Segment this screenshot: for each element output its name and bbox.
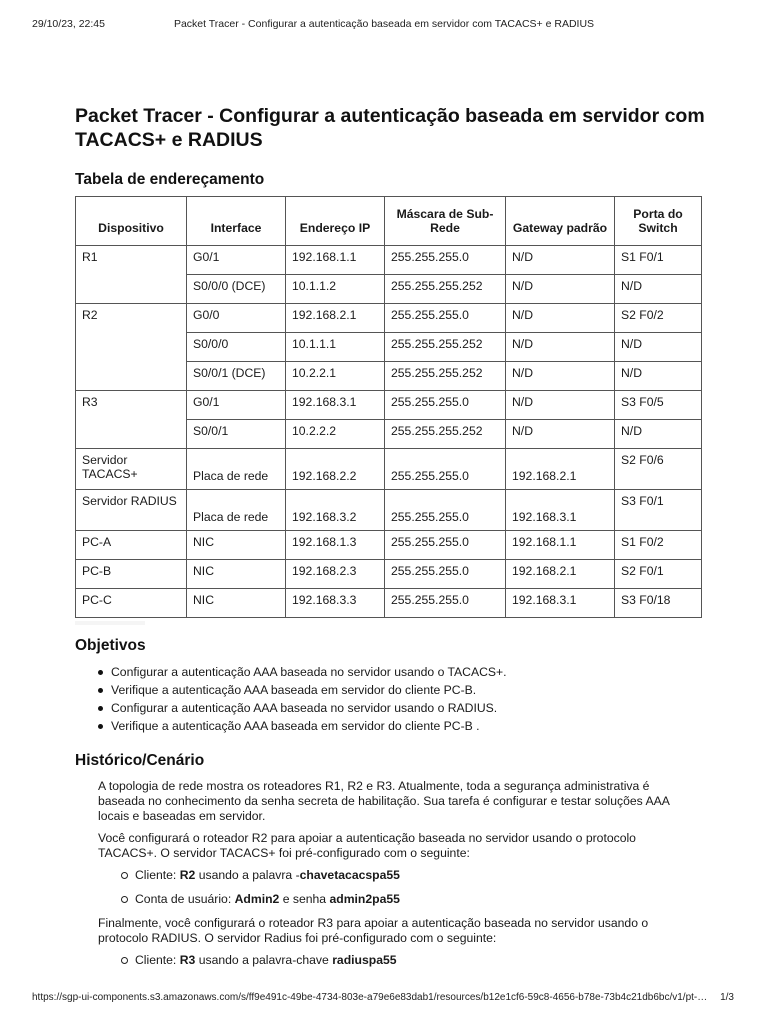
- device-cell: PC-B: [76, 560, 187, 589]
- table-row: [76, 490, 702, 531]
- table-cell: Placa de rede: [187, 490, 286, 531]
- tacacs-config-list: [75, 868, 705, 907]
- table-cell: N/D: [615, 362, 702, 391]
- table-cell: S2 F0/6: [615, 449, 702, 490]
- table-cell: N/D: [506, 362, 615, 391]
- table-cell: S0/0/0 (DCE): [187, 275, 286, 304]
- table-cell: 192.168.3.1: [286, 391, 385, 420]
- table-cell: 10.1.1.2: [286, 275, 385, 304]
- device-cell: R3: [76, 391, 187, 449]
- list-item: Cliente: R2 usando a palavra -chavetacacspa55: [120, 868, 705, 883]
- table-cell: Placa de rede: [187, 449, 286, 490]
- device-cell: Servidor TACACS+: [76, 449, 187, 490]
- background-paragraph-2: Você configurará o roteador R2 para apoiar a autenticação baseada no servidor usando o protocolo TACACS+. O servidor TACACS+ foi pré-configurado com o seguinte:: [98, 831, 636, 860]
- table-cell: NIC: [187, 531, 286, 560]
- table-cell: 255.255.255.252: [385, 362, 506, 391]
- radius-config-list: [75, 953, 705, 968]
- device-cell: R1: [76, 246, 187, 304]
- header-gateway: Gateway padrão: [506, 197, 615, 246]
- print-url: https://sgp-ui-components.s3.amazonaws.com/s/ff9e491c-49be-4734-803e-a79e6e83dab1/resources/b12e1cf6-59c8-4656-b78e-73b4c21db6bc/v1/pt-…: [32, 992, 708, 1003]
- table-cell: 255.255.255.252: [385, 333, 506, 362]
- print-footer: [32, 992, 736, 1006]
- table-row: [76, 531, 702, 560]
- table-cell: N/D: [506, 391, 615, 420]
- table-cell: 192.168.2.1: [506, 449, 615, 490]
- table-cell: 192.168.3.3: [286, 589, 385, 618]
- table-row: [76, 449, 702, 490]
- document-content: [75, 104, 705, 977]
- table-cell: N/D: [506, 246, 615, 275]
- list-item: Configurar a autenticação AAA baseada no servidor usando o RADIUS.: [98, 699, 705, 717]
- table-cell: S3 F0/5: [615, 391, 702, 420]
- table-cell: 192.168.1.1: [286, 246, 385, 275]
- table-cell: 255.255.255.0: [385, 589, 506, 618]
- list-item: Cliente: R3 usando a palavra-chave radiuspa55: [120, 953, 705, 968]
- header-mascara: Máscara de Sub-Rede: [385, 197, 506, 246]
- header-interface: Interface: [187, 197, 286, 246]
- table-cell: NIC: [187, 560, 286, 589]
- table-cell: S2 F0/1: [615, 560, 702, 589]
- table-row: [76, 304, 702, 333]
- page-number: 1/3: [720, 992, 734, 1003]
- device-cell: PC-C: [76, 589, 187, 618]
- table-cell: S1 F0/2: [615, 531, 702, 560]
- table-cell: 192.168.3.2: [286, 490, 385, 531]
- header-endereco-ip: Endereço IP: [286, 197, 385, 246]
- list-item: Verifique a autenticação AAA baseada em servidor do cliente PC-B .: [98, 717, 705, 735]
- table-cell: S3 F0/18: [615, 589, 702, 618]
- table-cell: 192.168.3.1: [506, 490, 615, 531]
- table-cell: 255.255.255.0: [385, 304, 506, 333]
- table-cell: N/D: [506, 333, 615, 362]
- device-cell: Servidor RADIUS: [76, 490, 187, 531]
- table-faint-note: [75, 621, 145, 625]
- table-cell: G0/0: [187, 304, 286, 333]
- table-cell: 192.168.2.1: [286, 304, 385, 333]
- table-cell: 192.168.1.1: [506, 531, 615, 560]
- print-header: [32, 18, 736, 32]
- device-cell: PC-A: [76, 531, 187, 560]
- table-cell: S0/0/0: [187, 333, 286, 362]
- table-cell: S3 F0/1: [615, 490, 702, 531]
- table-cell: G0/1: [187, 391, 286, 420]
- table-cell: N/D: [506, 275, 615, 304]
- document-title: Packet Tracer - Configurar a autenticação baseada em servidor com TACACS+ e RADIUS: [75, 105, 705, 151]
- print-date: 29/10/23, 22:45: [32, 18, 105, 30]
- header-dispositivo: Dispositivo: [76, 197, 187, 246]
- table-cell: N/D: [506, 304, 615, 333]
- table-cell: 192.168.2.2: [286, 449, 385, 490]
- table-cell: 10.2.2.1: [286, 362, 385, 391]
- table-cell: S0/0/1: [187, 420, 286, 449]
- table-cell: 192.168.3.1: [506, 589, 615, 618]
- table-cell: NIC: [187, 589, 286, 618]
- table-cell: 192.168.2.3: [286, 560, 385, 589]
- background-heading: Histórico/Cenário: [75, 752, 205, 769]
- list-item: Conta de usuário: Admin2 e senha admin2pa55: [120, 892, 705, 907]
- addressing-table-heading: Tabela de endereçamento: [75, 171, 265, 188]
- list-item: Configurar a autenticação AAA baseada no servidor usando o TACACS+.: [98, 663, 705, 681]
- table-cell: 255.255.255.252: [385, 420, 506, 449]
- table-cell: N/D: [506, 420, 615, 449]
- table-row: [76, 560, 702, 589]
- header-porta-switch: Porta do Switch: [615, 197, 702, 246]
- table-cell: 255.255.255.0: [385, 246, 506, 275]
- device-cell: R2: [76, 304, 187, 391]
- table-cell: 192.168.1.3: [286, 531, 385, 560]
- table-row: [76, 391, 702, 420]
- background-paragraph-3: Finalmente, você configurará o roteador R3 para apoiar a autenticação baseada no servidor usando o protocolo RADIUS. O servidor Radius foi pré-configurado com o seguinte:: [98, 916, 649, 945]
- table-cell: 10.1.1.1: [286, 333, 385, 362]
- table-cell: 10.2.2.2: [286, 420, 385, 449]
- table-row: [76, 246, 702, 275]
- table-cell: 255.255.255.0: [385, 490, 506, 531]
- table-cell: 255.255.255.0: [385, 449, 506, 490]
- print-title: Packet Tracer - Configurar a autenticação baseada em servidor com TACACS+ e RADIUS: [173, 18, 595, 30]
- table-cell: S0/0/1 (DCE): [187, 362, 286, 391]
- table-cell: G0/1: [187, 246, 286, 275]
- table-cell: 255.255.255.0: [385, 560, 506, 589]
- background-paragraph-1: A topologia de rede mostra os roteadores R1, R2 e R3. Atualmente, toda a segurança administrativa é baseada no conhecimento da senha secreta de habilitação. Sua tarefa é configurar e testar soluções AAA locais e baseadas em servidor.: [98, 779, 670, 823]
- table-cell: S2 F0/2: [615, 304, 702, 333]
- table-header-row: [76, 197, 702, 246]
- table-cell: 192.168.2.1: [506, 560, 615, 589]
- addressing-table: [75, 196, 702, 618]
- table-row: [76, 589, 702, 618]
- table-cell: 255.255.255.252: [385, 275, 506, 304]
- table-cell: 255.255.255.0: [385, 391, 506, 420]
- table-cell: S1 F0/1: [615, 246, 702, 275]
- table-cell: N/D: [615, 420, 702, 449]
- objectives-list: [75, 663, 705, 735]
- list-item: Verifique a autenticação AAA baseada em servidor do cliente PC-B.: [98, 681, 705, 699]
- objectives-heading: Objetivos: [75, 637, 146, 654]
- table-cell: N/D: [615, 333, 702, 362]
- table-cell: N/D: [615, 275, 702, 304]
- table-cell: 255.255.255.0: [385, 531, 506, 560]
